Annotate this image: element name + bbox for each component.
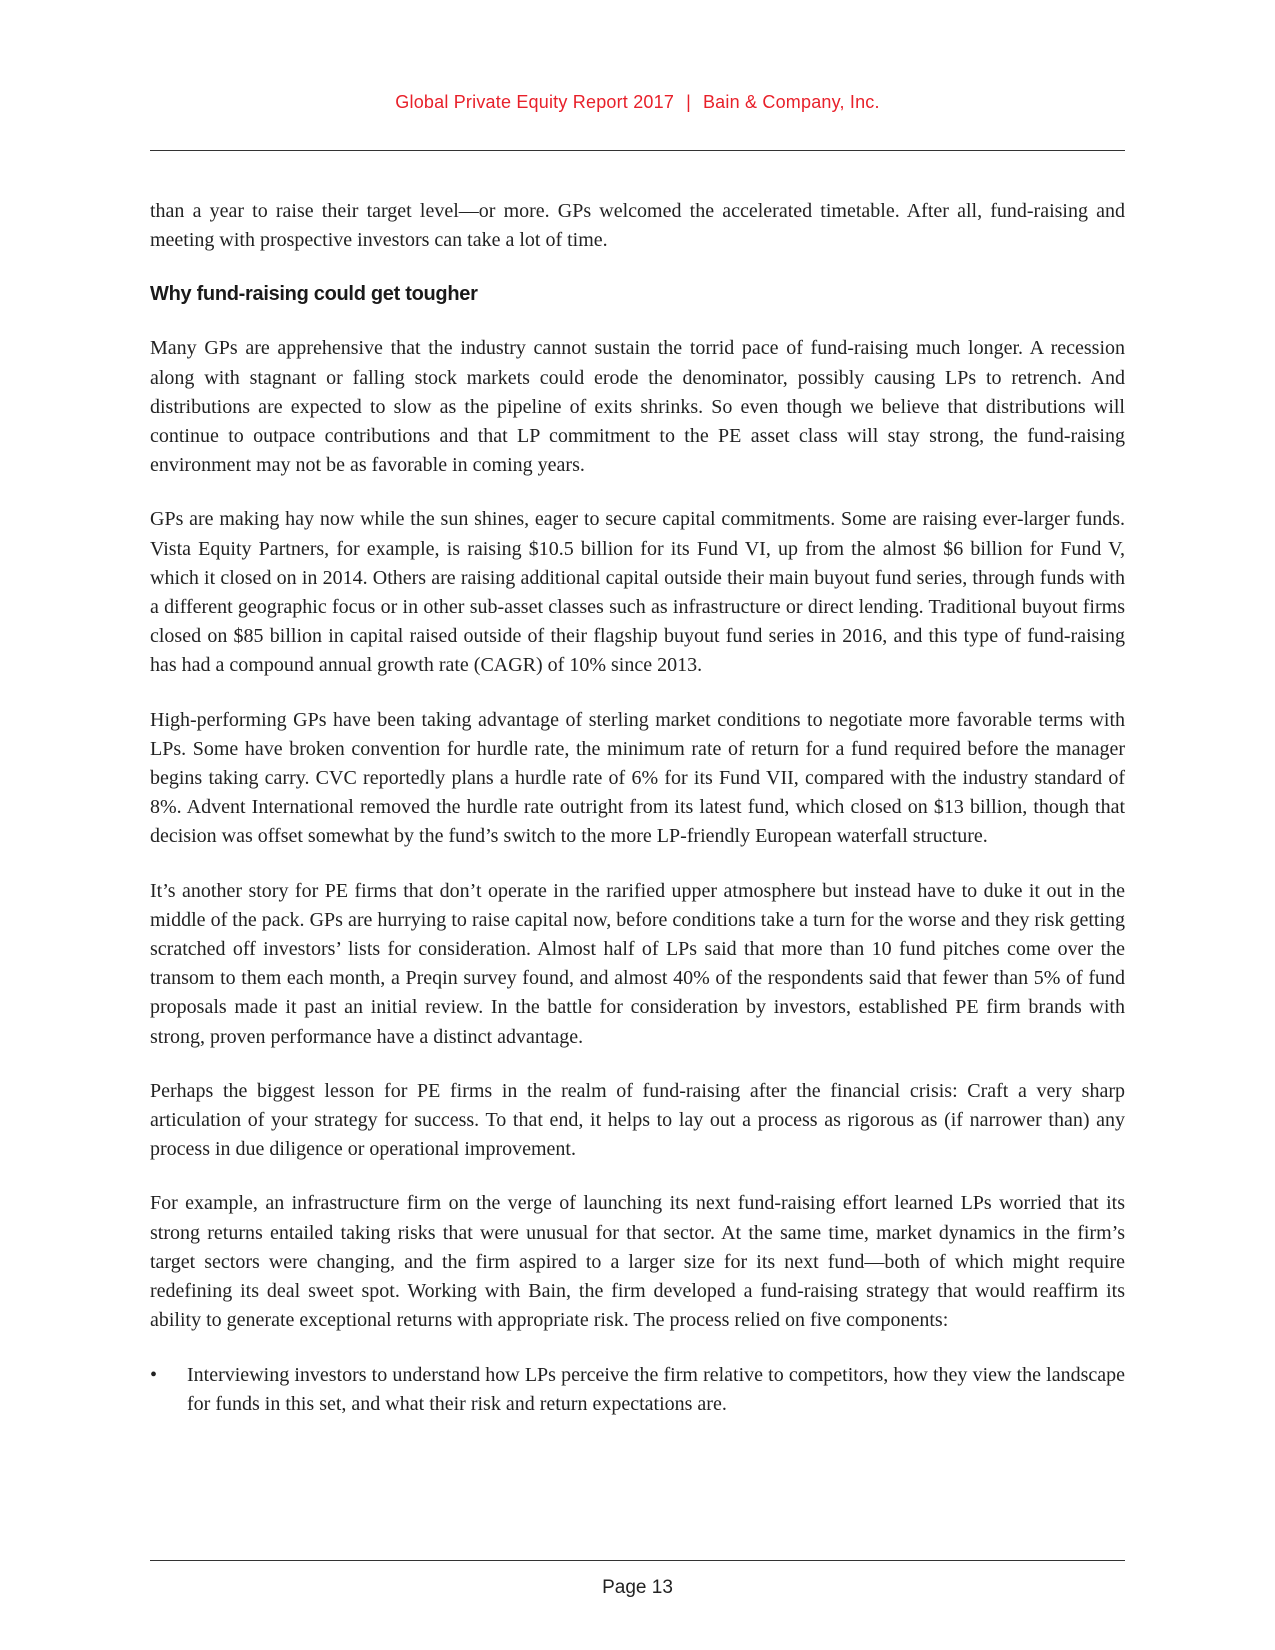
bullet-marker: • <box>150 1363 158 1386</box>
intro-paragraph: than a year to raise their target level—or more. GPs welcomed the accelerated timetable. After all, fund-raising and meeting with prospective investors can take a lot of time. <box>150 200 1125 252</box>
list-item-text: Interviewing investors to understand how LPs perceive the firm relative to competitors, how they view the landscape for funds in this set, and what their risk and return expectations are. <box>187 1363 1125 1415</box>
header-separator: | <box>686 92 691 112</box>
list-item <box>150 1361 1125 1419</box>
report-title: Global Private Equity Report 2017 <box>395 92 675 112</box>
page-number: Page 13 <box>602 1577 673 1598</box>
paragraph-5: Perhaps the biggest lesson for PE firms in the realm of fund-raising after the financial crisis: Craft a very sharp articulation of your strategy for success. To that end, it helps to lay out a process as rigorous as (if narrower than) any process in due diligence or operational improvement. <box>150 1079 1125 1161</box>
paragraph-2: GPs are making hay now while the sun shines, eager to secure capital commitments. Some are raising ever-larger funds. Vista Equity Partners, for example, is raising $10.5 billion for its Fund VI, up from the almost $6 billion for Fund V, which it closed on in 2014. Others are raising additional capital outside their main buyout fund series, through funds with a different geographic focus or in other sub-asset classes such as infrastructure or direct lending. Traditional buyout firms closed on $85 billion in capital raised outside of their flagship buyout fund series in 2016, and this type of fund-raising has had a compound annual growth rate (CAGR) of 10% since 2013. <box>150 508 1125 677</box>
paragraph-4: It’s another story for PE firms that don’t operate in the rarified upper atmosphere but instead have to duke it out in the middle of the pack. GPs are hurrying to raise capital now, before conditions take a turn for the worse and they risk getting scratched off investors’ lists for consideration. Almost half of LPs said that more than 10 fund pitches come over the transom to them each month, a Preqin survey found, and almost 40% of the respondents said that fewer than 5% of fund proposals made it past an initial review. In the battle for consideration by investors, established PE firm brands with strong, proven performance have a distinct advantage. <box>150 879 1125 1048</box>
paragraph-1: Many GPs are apprehensive that the industry cannot sustain the torrid pace of fund-raising much longer. A recession along with stagnant or falling stock markets could erode the denominator, possibly causing LPs to retrench. And distributions are expected to slow as the pipeline of exits shrinks. So even though we believe that distributions will continue to outpace contributions and that LP commitment to the PE asset class will stay strong, the fund-raising environment may not be as favorable in coming years. <box>150 337 1125 477</box>
header-divider <box>150 150 1125 151</box>
paragraph-3: High-performing GPs have been taking advantage of sterling market conditions to negotiate more favorable terms with LPs. Some have broken convention for hurdle rate, the minimum rate of return for a fund required before the manager begins taking carry. CVC reportedly plans a hurdle rate of 6% for its Fund VII, compared with the industry standard of 8%. Advent International removed the hurdle rate outright from its latest fund, which closed on $13 billion, though that decision was offset somewhat by the fund’s switch to the more LP-friendly European waterfall structure. <box>150 708 1125 848</box>
component-list <box>150 1361 1125 1419</box>
running-header <box>0 92 1275 113</box>
paragraph-6: For example, an infrastructure firm on the verge of launching its next fund-raising effort learned LPs worried that its strong returns entailed taking risks that were unusual for that sector. At the same time, market dynamics in the firm’s target sectors were changing, and the firm aspired to a larger size for its next fund—both of which might require redefining its deal sweet spot. Working with Bain, the firm developed a fund-raising strategy that would reaffirm its ability to generate exceptional returns with appropriate risk. The process relied on five components: <box>150 1192 1125 1332</box>
footer-divider <box>150 1560 1125 1561</box>
company-name: Bain & Company, Inc. <box>702 92 880 112</box>
article-body <box>150 197 1125 1419</box>
section-heading: Why fund-raising could get tougher <box>150 283 478 306</box>
